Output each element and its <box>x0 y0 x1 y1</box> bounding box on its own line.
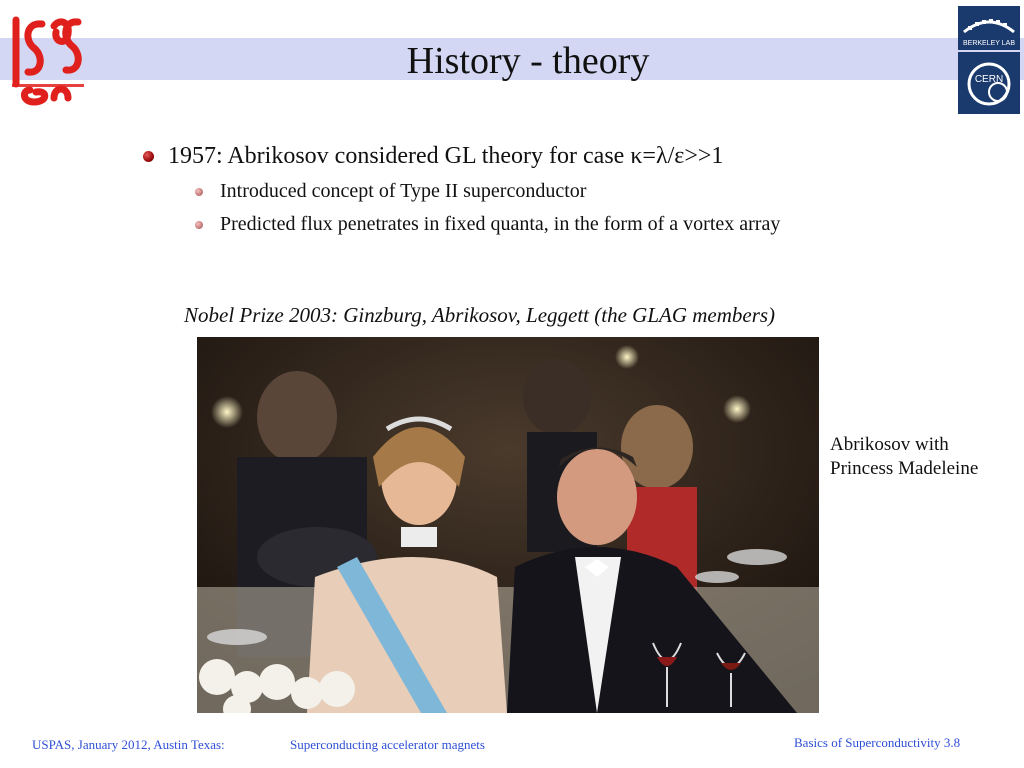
sub-bullet-dot-icon <box>195 221 203 229</box>
berkeley-lab-logo <box>958 6 1020 50</box>
cern-logo <box>958 52 1020 114</box>
svg-text:BERKELEY LAB: BERKELEY LAB <box>962 40 1016 47</box>
main-bullet: 1957: Abrikosov considered GL theory for case κ=λ/ε>>1 <box>168 143 724 169</box>
uspas-logo <box>8 12 92 108</box>
bullet-dot-icon <box>143 151 154 162</box>
footer-right: Basics of Superconductivity 3.8 <box>794 735 961 750</box>
svg-text:CERN: CERN <box>974 74 1004 85</box>
photo-label-line-1: Abrikosov with <box>830 434 949 455</box>
sub-bullet-flux-quanta: Predicted flux penetrates in fixed quanta, in the form of a vortex array <box>220 213 781 235</box>
photo-label-line-2: Princess Madeleine <box>830 458 979 479</box>
slide-title: History - theory <box>406 40 650 82</box>
sub-bullet-dot-icon <box>195 188 203 196</box>
nobel-caption: Nobel Prize 2003: Ginzburg, Abrikosov, Leggett (the GLAG members) <box>184 303 776 327</box>
nobel-dinner-photo <box>197 337 819 713</box>
footer-middle: Superconducting accelerator magnets <box>290 737 485 752</box>
photo-label <box>830 433 978 481</box>
sub-bullet-type-ii: Introduced concept of Type II superconductor <box>220 180 587 202</box>
footer-left: USPAS, January 2012, Austin Texas: <box>32 737 225 752</box>
